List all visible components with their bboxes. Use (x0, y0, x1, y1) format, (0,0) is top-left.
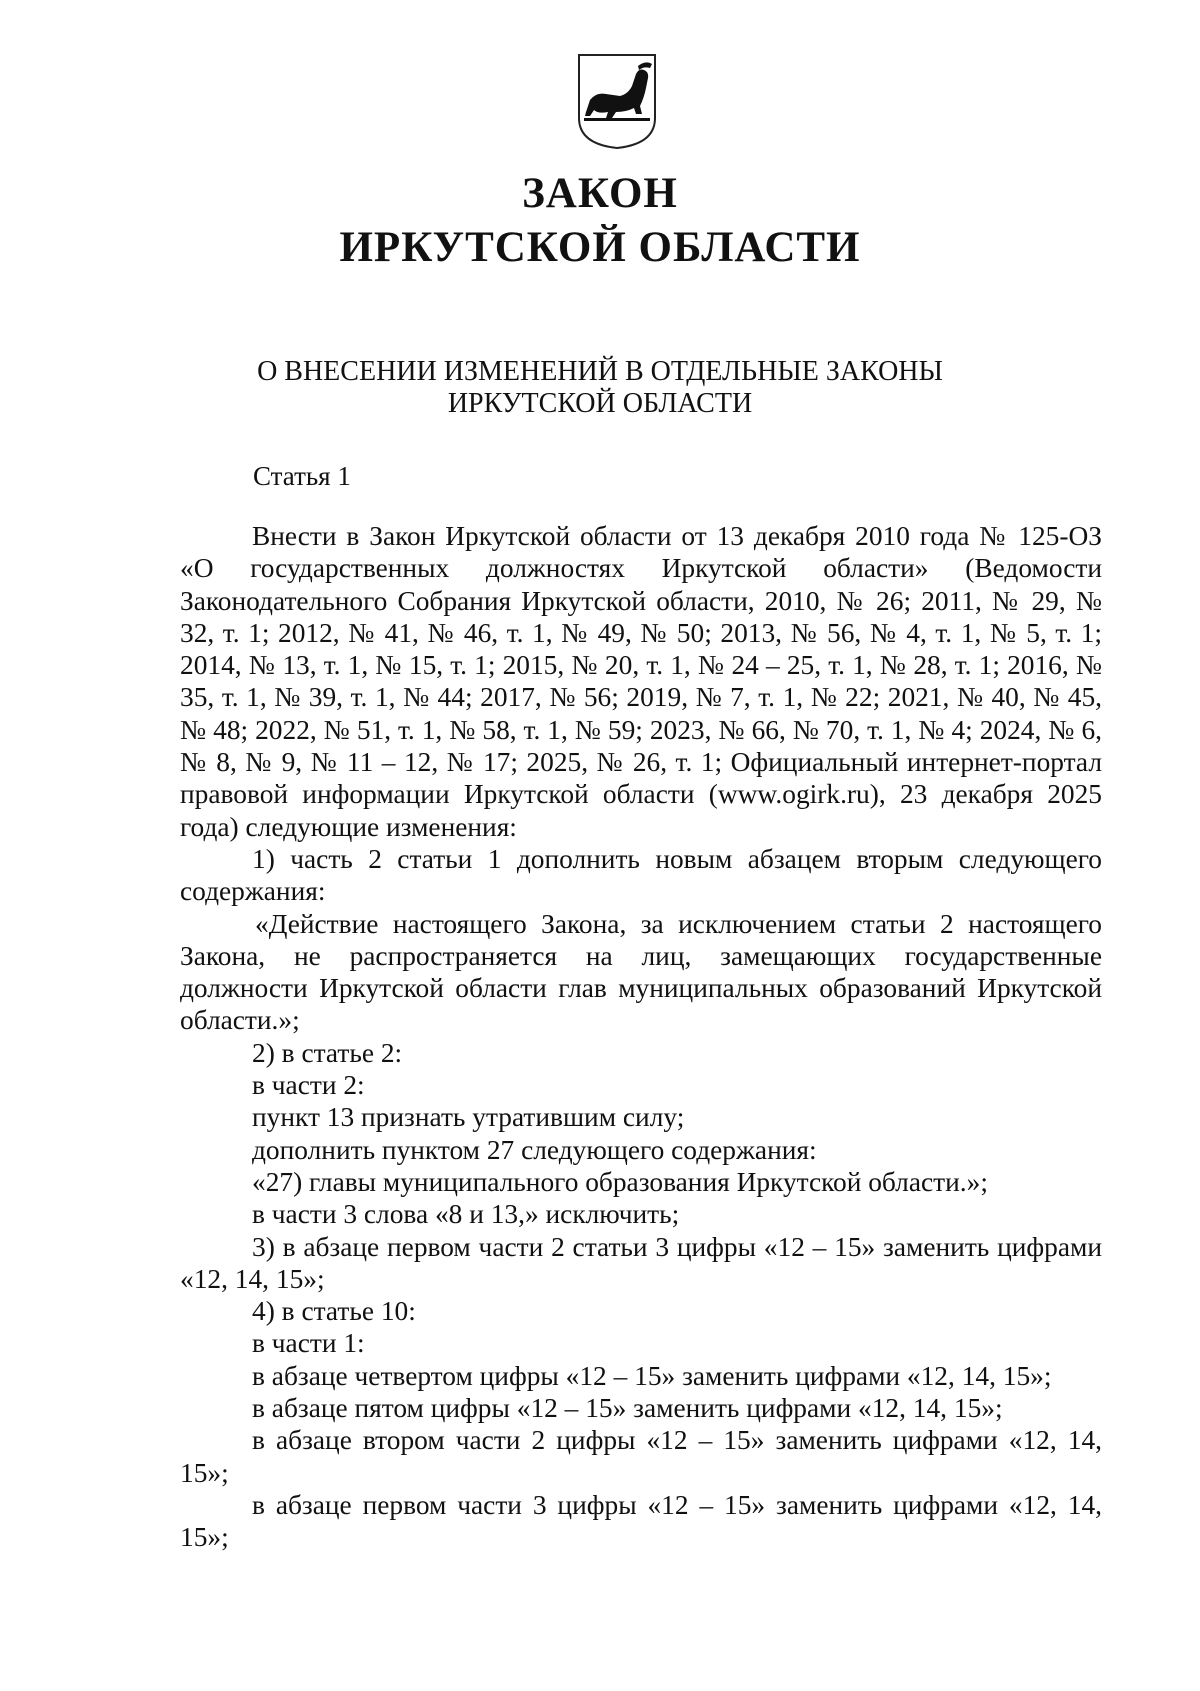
law-title (0, 356, 1200, 420)
body-paragraph: в абзаце четвертом цифры «12 – 15» заменить цифрами «12, 14, 15»; (252, 1360, 1052, 1391)
body-paragraph: в абзаце первом части 3 цифры «12 – 15» заменить цифрами «12, 14, 15»; (180, 1489, 1102, 1553)
body-paragraph: 1) часть 2 статьи 1 дополнить новым абзацем вторым следующего содержания: (180, 843, 1102, 907)
body-paragraph: в абзаце втором части 2 цифры «12 – 15» заменить цифрами «12, 14, 15»; (180, 1425, 1102, 1488)
law-title-line-2: ИРКУТСКОЙ ОБЛАСТИ (447, 388, 753, 419)
body-paragraph: в части 1: (252, 1328, 365, 1359)
article-heading: Статья 1 (253, 461, 351, 491)
body-paragraph: «Действие настоящего Закона, за исключением статьи 2 настоящего Закона, не распространяется на лиц, замещающих государственные должности Иркутской области глав муниципальных образований Иркутской области.»; (180, 908, 1102, 1036)
article-body (180, 520, 1102, 1554)
body-paragraph: в абзаце пятом цифры «12 – 15» заменить цифрами «12, 14, 15»; (252, 1393, 1003, 1424)
body-paragraph: Внести в Закон Иркутской области от 13 декабря 2010 года № 125-ОЗ «О государственных должностях Иркутской области» (Ведомости Законодательного Собрания Иркутской области, 2010, № 26; 2011, № 29, № 32, т. 1; 2012, № 41, № 46, т. 1, № 49, № 50; 2013, № 56, № 4, т. 1, № 5, т. 1; 2014, № 13, т. 1, № 15, т. 1; 2015, № 20, т. 1, № 24 – 25, т. 1, № 28, т. 1; 2016, № 35, т. 1, № 39, т. 1, № 44; 2017, № 56; 2019, № 7, т. 1, № 22; 2021, № 40, № 45, № 48; 2022, № 51, т. 1, № 58, т. 1, № 59; 2023, № 66, № 70, т. 1, № 4; 2024, № 6, № 8, № 9, № 11 – 12, № 17; 2025, № 26, т. 1; Официальный интернет-портал правовой информации Иркутской области (www.ogirk.ru), 23 декабря 2025 года) следующие изменения: (180, 521, 1102, 842)
coat-of-arms-graphic (576, 52, 658, 150)
body-paragraph: в части 3 слова «8 и 13,» исключить; (252, 1199, 680, 1230)
coat-of-arms-icon (576, 52, 658, 150)
body-paragraph: в части 2: (252, 1070, 365, 1101)
body-paragraph: 4) в статье 10: (252, 1296, 416, 1327)
document-type-title: ЗАКОН (522, 170, 678, 217)
body-paragraph: 3) в абзаце первом части 2 статьи 3 цифры «12 – 15» заменить цифрами «12, 14, 15»; (180, 1231, 1102, 1294)
body-paragraph: «27) главы муниципального образования Иркутской области.»; (252, 1166, 988, 1197)
body-paragraph: 2) в статье 2: (252, 1037, 403, 1068)
document-issuer-title: ИРКУТСКОЙ ОБЛАСТИ (339, 224, 861, 271)
body-paragraph: пункт 13 признать утратившим силу; (252, 1102, 685, 1133)
law-title-line-1: О ВНЕСЕНИИ ИЗМЕНЕНИЙ В ОТДЕЛЬНЫЕ ЗАКОНЫ (257, 356, 943, 387)
body-paragraph: дополнить пунктом 27 следующего содержания: (252, 1134, 817, 1165)
